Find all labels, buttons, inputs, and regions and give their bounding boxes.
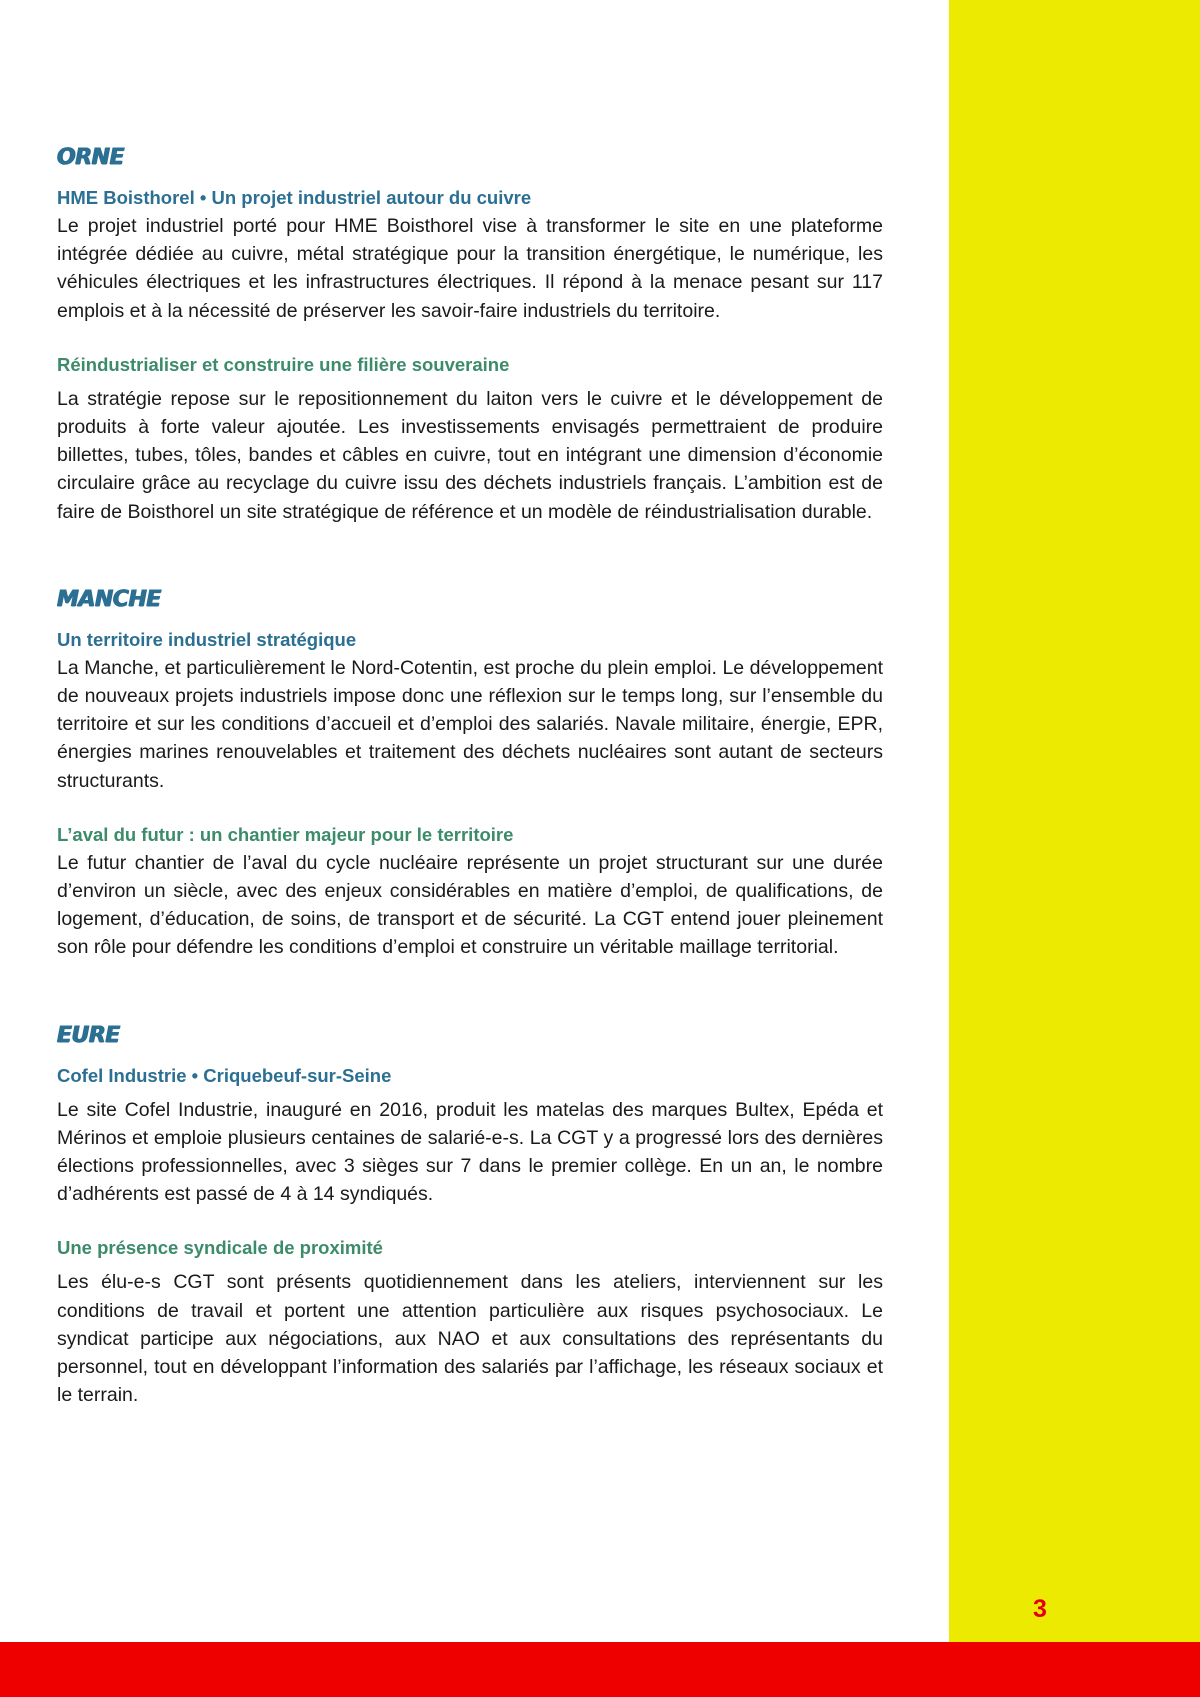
red-bottom-band <box>0 1642 1200 1697</box>
article-heading: Un territoire industriel stratégique <box>57 628 357 650</box>
article-block <box>57 351 883 526</box>
page-content <box>57 144 883 1409</box>
section-manche <box>57 586 883 962</box>
article-paragraph: Le projet industriel porté pour HME Boisthorel vise à transformer le site en une plateforme intégrée dédiée au cuivre, métal stratégique pour la transition énergétique, le numérique, les véhicules électriques et les infrastructures électriques. Il répond à la menace pesant sur 117 emplois et à la nécessité de préserver les savoir-faire industriels du territoire. <box>57 215 883 322</box>
section-orne <box>57 144 883 526</box>
article-heading: Cofel Industrie • Criquebeuf-sur-Seine <box>57 1064 392 1086</box>
article-paragraph: Le futur chantier de l’aval du cycle nucléaire représente un projet structurant sur une durée d’environ un siècle, avec des enjeux considérables en matière d’emploi, de qualifications, de logement, d’éducation, de soins, de transport et de sécurité. La CGT entend jouer pleinement son rôle pour défendre les conditions d’emploi et construire un véritable maillage territorial. <box>57 851 883 959</box>
article-paragraph: Le site Cofel Industrie, inauguré en 2016, produit les matelas des marques Bultex, Epéda et Mérinos et emploie plusieurs centaines de salarié-e-s. La CGT y a progressé lors des dernières élections professionnelles, avec 3 sièges sur 7 dans le premier collège. En un an, le nombre d’adhérents est passé de 4 à 14 syndiqués. <box>57 1098 883 1206</box>
section-title: EURE <box>57 1022 120 1048</box>
article-block <box>57 184 883 325</box>
article-heading: HME Boisthorel • Un projet industriel autour du cuivre <box>57 187 532 208</box>
page-number: 3 <box>1033 1595 1047 1623</box>
section-title: ORNE <box>57 145 125 170</box>
yellow-side-band <box>949 0 1200 1642</box>
article-block <box>57 1234 883 1409</box>
article-block <box>57 1062 883 1209</box>
article-heading: L’aval du futur : un chantier majeur pour le territoire <box>57 823 514 845</box>
article-paragraph: Les élu-e-s CGT sont présents quotidiennement dans les ateliers, interviennent sur les conditions de travail et portent une attention particulière aux risques psychosociaux. Le syndicat participe aux négociations, aux NAO et aux consultations des représentants du personnel, tout en développant l’information des salariés par l’affichage, les réseaux sociaux et le terrain. <box>57 1271 883 1407</box>
article-paragraph: La stratégie repose sur le repositionnement du laiton vers le cuivre et le développement de produits à forte valeur ajoutée. Les investissements envisagés permettraient de produire billettes, tubes, tôles, bandes et câbles en cuivre, tout en intégrant une dimension d’économie circulaire grâce au recyclage du cuivre issu des déchets industriels français. L’ambition est de faire de Boisthorel un site stratégique de référence et un modèle de réindustrialisation durable. <box>57 387 883 523</box>
article-block <box>57 821 883 962</box>
article-heading: Une présence syndicale de proximité <box>57 1237 383 1259</box>
article-heading: Réindustrialiser et construire une filière souveraine <box>57 353 510 375</box>
article-paragraph: La Manche, et particulièrement le Nord-Cotentin, est proche du plein emploi. Le développement de nouveaux projets industriels impose donc une réflexion sur le temps long, sur l’ensemble du territoire et sur les conditions d’accueil et d’emploi des salariés. Navale militaire, énergie, EPR, énergies marines renouvelables et traitement des déchets nucléaires sont autant de secteurs structurants. <box>57 656 883 792</box>
section-eure <box>57 1022 883 1410</box>
article-block <box>57 626 883 795</box>
section-title: MANCHE <box>57 586 161 612</box>
